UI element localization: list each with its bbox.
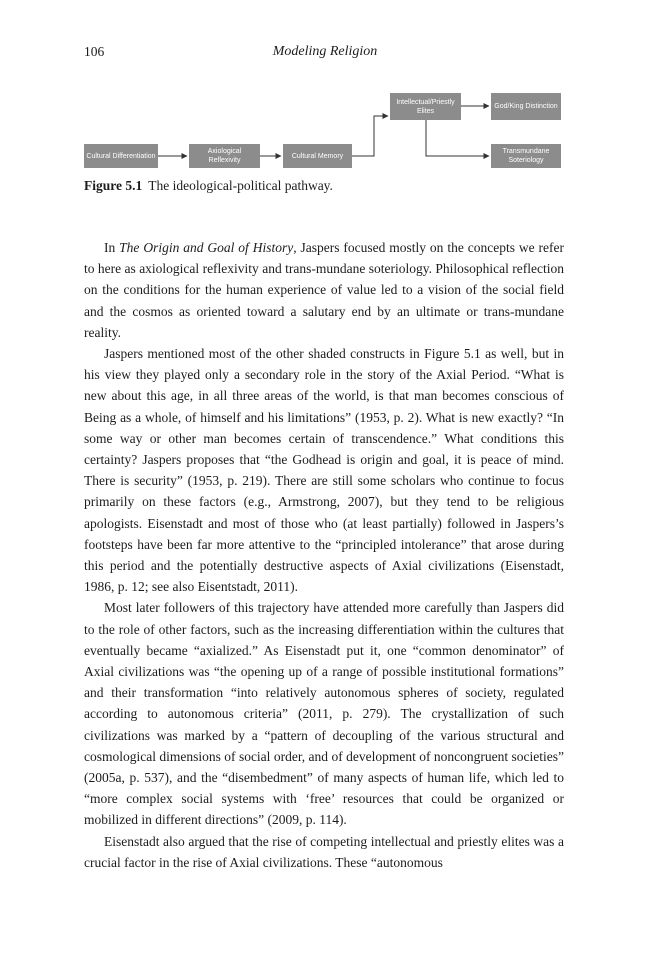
paragraph-1-rest: , Jaspers focused mostly on the concepts we refer to here as axiological reflexivity and trans-mundane soteriology. Philosophical reflection on the conditions for the human experience of value led to a vision of the social field and the cosmos as oriented toward a salutary end by an ultimate or trans-mundane reality. [84,240,564,340]
body-text [84,237,564,873]
box-transmundane-soteriology: Transmundane Soteriology [491,144,561,168]
figure-caption [84,178,333,194]
arrow-elites-to-soteriology [426,120,489,156]
paragraph-2: Jaspers mentioned most of the other shaded constructs in Figure 5.1 as well, but in his view they played only a secondary role in the story of the Axial Period. “What is new about this age, in all three areas of the world, is that man becomes conscious of Being as a whole, of himself and his limitations” (1953, p. 2). What is new exactly? “In some way or other man becomes certain of transcendence.” What conditions this certainty? Jaspers proposes that “the Godhead is origin and goal, it is peace of mind. There is security” (1953, p. 219). There are still some scholars who continue to focus primarily on these factors (e.g., Armstrong, 2007), but they tend to be religious apologists. Eisenstadt and most of those who (at least partially) followed in Jaspers’s footsteps have been far more attentive to the “principled intolerance” that arose during this period and the potentially destructive aspects of Axial civilizations (Eisenstadt, 1986, p. 12; see also Eisentstadt, 2011). [84,346,564,595]
box-cultural-memory: Cultural Memory [283,144,352,168]
box-cultural-differentiation: Cultural Differentiation [84,144,158,168]
running-head: Modeling Religion [272,44,378,59]
paragraph-3: Most later followers of this trajectory have attended more carefully than Jaspers did to the role of other factors, such as the increasing differentiation within the cultures that eventually became “axialized.” As Eisenstadt put it, one “common denominator” of Axial civilizations was “the opening up of a range of possible institutional formations” and their transformation “into relatively autonomous spheres of society, regulated according to autonomous criteria” (2011, p. 279). The crystallization of such civilizations was marked by a “pattern of decoupling of the various structural and cosmological dimensions of social order, and of development of noncongruent societies” (2005a, p. 537), and the “disembedment” of many aspects of human life, which led to “more complex social systems with ‘free’ resources that could be organized or mobilized in different directions” (2009, p. 114). [84,600,564,828]
caption-label: Figure 5.1 [84,178,143,193]
box-god-king-distinction: God/King Distinction [491,93,561,120]
figure-5-1-diagram [84,88,564,188]
paragraph-1-lead: In [104,240,120,255]
caption-text: The ideological-political pathway. [148,178,333,193]
page-number: 106 [84,44,105,59]
box-intellectual-priestly-elites: Intellectual/Priestly Elites [390,93,461,120]
box-axiological-reflexivity: Axiological Reflexivity [189,144,260,168]
paragraph-4: Eisenstadt also argued that the rise of competing intellectual and priestly elites was a crucial factor in the rise of Axial civilizations. These “autonomous [84,833,564,870]
arrow-memory-to-elites [352,116,388,156]
book-title: The Origin and Goal of History [119,240,294,255]
paragraph-1 [84,237,564,343]
